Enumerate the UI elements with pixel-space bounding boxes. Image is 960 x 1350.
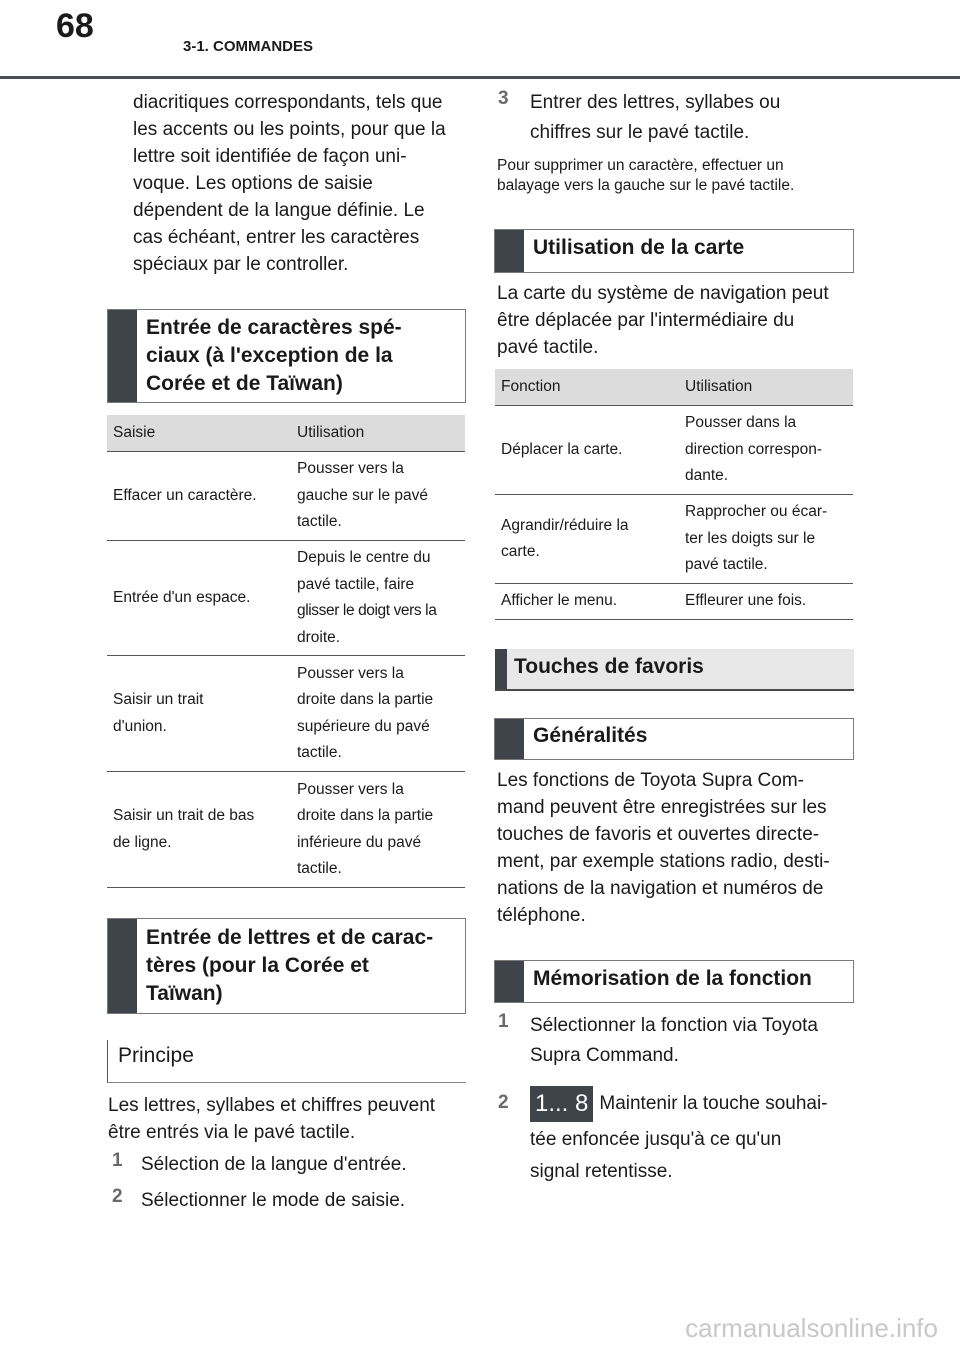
intro-paragraph bbox=[133, 89, 465, 278]
map-table bbox=[495, 369, 853, 620]
cell-line: Effleurer une fois. bbox=[685, 592, 807, 610]
cell-line: Depuis le centre du bbox=[297, 549, 431, 566]
table-row bbox=[495, 495, 853, 584]
section-bar bbox=[495, 719, 524, 759]
section-title-memorisation: Mémorisation de la fonction bbox=[533, 967, 812, 990]
intro-line: les accents ou les points, pour que la bbox=[133, 119, 446, 140]
favorite-key-icon: 1... 8 bbox=[530, 1086, 593, 1122]
principe-label: Principe bbox=[118, 1044, 194, 1067]
cell-line: de ligne. bbox=[113, 833, 172, 851]
table-row bbox=[495, 584, 853, 620]
cell-line: dante. bbox=[685, 467, 729, 485]
section-bar bbox=[495, 649, 507, 689]
map-line: La carte du système de navigation peut bbox=[497, 283, 829, 304]
table-row bbox=[107, 452, 465, 541]
cell-line: supérieure du pavé bbox=[297, 717, 430, 735]
col-header: Saisie bbox=[107, 415, 291, 452]
table-cell bbox=[679, 584, 853, 620]
cell-line: Rapprocher ou écar- bbox=[685, 503, 828, 521]
section-bar bbox=[108, 919, 137, 1013]
section-bar bbox=[108, 310, 137, 402]
section-title-map: Utilisation de la carte bbox=[533, 236, 745, 259]
cell-line: droite dans la partie bbox=[297, 807, 434, 824]
col-header: Fonction bbox=[495, 369, 679, 406]
cell-line: Pousser vers la bbox=[297, 664, 404, 682]
cell-line: Afficher le menu. bbox=[501, 592, 618, 610]
step-line: chiffres sur le pavé tactile. bbox=[530, 122, 750, 143]
map-paragraph bbox=[497, 280, 857, 361]
cell-line: tactile. bbox=[297, 744, 342, 761]
table-cell bbox=[291, 452, 465, 541]
intro-line: dépendent de la langue définie. Le bbox=[133, 200, 425, 221]
table-row bbox=[107, 656, 465, 772]
section-bar bbox=[495, 961, 524, 1002]
step-number: 3 bbox=[498, 88, 509, 109]
step-line: Sélectionner la fonction via Toyota bbox=[530, 1015, 818, 1036]
cell-line: glisser le doigt vers la bbox=[297, 602, 437, 619]
table-row bbox=[107, 541, 465, 656]
col-header: Utilisation bbox=[679, 369, 853, 406]
title-line: Taïwan) bbox=[146, 982, 223, 1005]
cell-line: gauche sur le pavé bbox=[297, 486, 428, 504]
cell-line: pavé tactile, faire bbox=[297, 575, 415, 593]
cell-line: Pousser vers la bbox=[297, 460, 404, 478]
general-line: nations de la navigation et numéros de bbox=[497, 878, 824, 899]
map-line: être déplacée par l'intermédiaire du bbox=[497, 310, 795, 331]
title-line: ciaux (à l'exception de la bbox=[146, 344, 393, 367]
general-paragraph bbox=[497, 767, 857, 929]
table-cell bbox=[679, 406, 853, 495]
step-number: 1 bbox=[498, 1011, 509, 1032]
step-text bbox=[530, 1011, 818, 1071]
step-line: Supra Command. bbox=[530, 1045, 679, 1066]
cell-line: Déplacer la carte. bbox=[501, 440, 623, 458]
step-1-right bbox=[498, 1011, 858, 1071]
table-cell bbox=[495, 495, 679, 584]
cell-line: tactile. bbox=[297, 860, 342, 877]
table-header-row bbox=[107, 415, 465, 452]
cell-line: droite. bbox=[297, 628, 341, 646]
step-text: Sélectionner le mode de saisie. bbox=[141, 1190, 406, 1211]
step-text bbox=[530, 1086, 828, 1188]
intro-line: voque. Les options de saisie bbox=[133, 173, 373, 194]
step-line bbox=[530, 1086, 828, 1124]
step-2-left bbox=[112, 1186, 472, 1216]
step-line: Entrer des lettres, syllabes ou bbox=[530, 92, 781, 113]
step-text: Sélection de la langue d'entrée. bbox=[141, 1154, 407, 1175]
general-line: mand peuvent être enregistrées sur les bbox=[497, 797, 827, 818]
general-line: touches de favoris et ouvertes directe- bbox=[497, 824, 820, 845]
cell-line: tactile. bbox=[297, 513, 342, 531]
table-cell bbox=[495, 406, 679, 495]
cell-line: Entrée d'un espace. bbox=[113, 588, 251, 606]
step-1-left bbox=[112, 1150, 472, 1180]
section-title-general: Généralités bbox=[533, 724, 648, 747]
table-cell bbox=[107, 656, 291, 772]
step-line-text: Maintenir la touche souhai- bbox=[599, 1093, 828, 1115]
cell-line: Saisir un trait de bas bbox=[113, 807, 255, 824]
section-box-korea-taiwan bbox=[107, 918, 466, 1014]
section-box-favorites bbox=[495, 649, 854, 691]
note-paragraph bbox=[497, 156, 857, 196]
step-text bbox=[530, 88, 780, 148]
section-bar bbox=[495, 230, 524, 272]
step-line: tée enfoncée jusqu'à ce qu'un bbox=[530, 1129, 782, 1150]
intro-line: spéciaux par le controller. bbox=[133, 254, 349, 275]
table-cell bbox=[107, 541, 291, 656]
title-line: Corée et de Taïwan) bbox=[146, 372, 343, 395]
table-cell bbox=[107, 772, 291, 888]
step-line: signal retentisse. bbox=[530, 1161, 673, 1182]
note-line: balayage vers la gauche sur le pavé tactile. bbox=[497, 177, 795, 194]
step-number: 2 bbox=[498, 1092, 509, 1113]
page-number: 68 bbox=[56, 7, 94, 45]
col-header: Utilisation bbox=[291, 415, 465, 452]
table-cell bbox=[495, 584, 679, 620]
header-rule bbox=[0, 76, 960, 79]
table-cell bbox=[107, 452, 291, 541]
section-title-korea-taiwan bbox=[146, 924, 455, 1008]
section-box-memorisation bbox=[494, 960, 854, 1003]
general-line: Les fonctions de Toyota Supra Com- bbox=[497, 770, 804, 791]
intro-line: lettre soit identifiée de façon uni- bbox=[133, 146, 407, 167]
step-number: 1 bbox=[112, 1150, 123, 1171]
cell-line: droite dans la partie bbox=[297, 691, 434, 708]
title-line: Entrée de caractères spé- bbox=[146, 316, 402, 339]
subheading-principe bbox=[107, 1040, 466, 1083]
principe-paragraph bbox=[108, 1092, 468, 1146]
principe-line: Les lettres, syllabes et chiffres peuvent bbox=[108, 1095, 436, 1116]
title-line: Entrée de lettres et de carac- bbox=[146, 926, 434, 949]
section-title-favorites: Touches de favoris bbox=[514, 655, 704, 678]
intro-line: cas échéant, entrer les caractères bbox=[133, 227, 420, 248]
step-number: 2 bbox=[112, 1186, 123, 1207]
intro-line: diacritiques correspondants, tels que bbox=[133, 92, 443, 113]
cell-line: Pousser vers la bbox=[297, 780, 404, 798]
table-header-row bbox=[495, 369, 853, 406]
note-line: Pour supprimer un caractère, effectuer un bbox=[497, 157, 784, 174]
cell-line: Saisir un trait bbox=[113, 691, 204, 708]
cell-line: ter les doigts sur le bbox=[685, 529, 816, 547]
cell-line: inférieure du pavé bbox=[297, 833, 422, 851]
watermark: carmanualsonline.info bbox=[685, 1313, 938, 1343]
cell-line: direction correspon- bbox=[685, 440, 822, 458]
cell-line: Effacer un caractère. bbox=[113, 486, 257, 504]
section-box-general bbox=[494, 718, 854, 760]
cell-line: Pousser dans la bbox=[685, 414, 797, 432]
cell-line: d'union. bbox=[113, 717, 167, 735]
table-cell bbox=[679, 495, 853, 584]
section-title-special-chars bbox=[146, 314, 455, 398]
cell-line: pavé tactile. bbox=[685, 556, 768, 574]
step-3-right bbox=[498, 88, 858, 148]
section-box-special-chars bbox=[107, 309, 466, 403]
table-cell bbox=[291, 541, 465, 656]
table-row bbox=[495, 406, 853, 495]
title-line: tères (pour la Corée et bbox=[146, 954, 369, 977]
general-line: téléphone. bbox=[497, 905, 586, 926]
page-header bbox=[0, 0, 960, 80]
section-box-map bbox=[494, 229, 854, 273]
table-row bbox=[107, 772, 465, 888]
step-2-right bbox=[498, 1086, 858, 1186]
cell-line: carte. bbox=[501, 543, 540, 560]
principe-line: être entrés via le pavé tactile. bbox=[108, 1122, 356, 1143]
input-table bbox=[107, 415, 465, 888]
table-cell bbox=[291, 656, 465, 772]
section-title: 3-1. COMMANDES bbox=[183, 38, 314, 55]
cell-line: Agrandir/réduire la bbox=[501, 516, 629, 534]
map-line: pavé tactile. bbox=[497, 337, 599, 358]
table-cell bbox=[291, 772, 465, 888]
general-line: ment, par exemple stations radio, desti- bbox=[497, 851, 830, 872]
